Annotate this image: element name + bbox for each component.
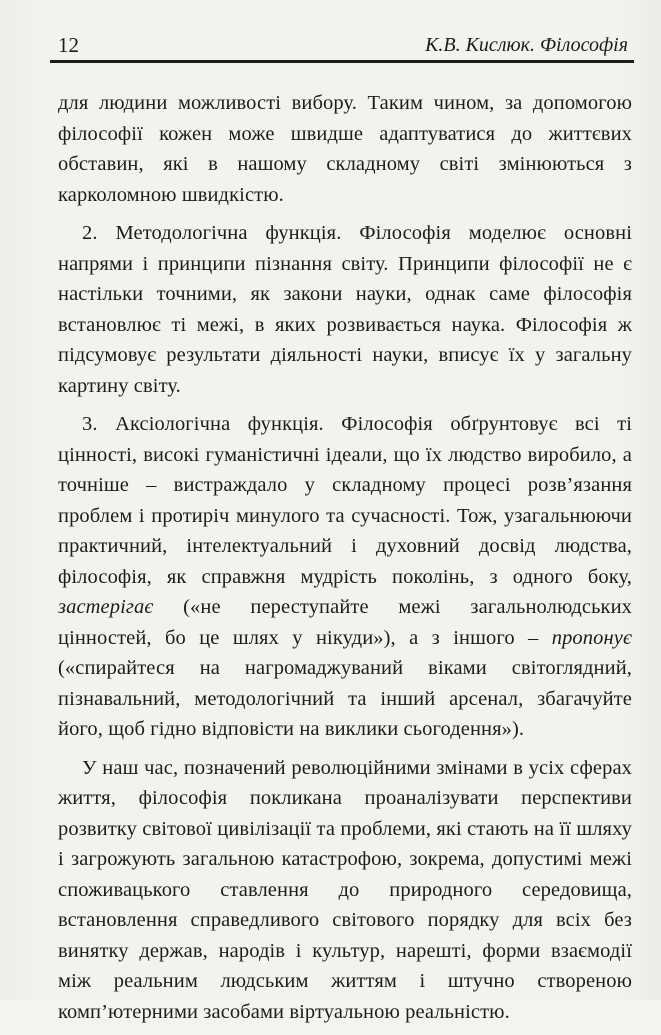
- paragraph-text: («спирайтеся на нагромаджуваний віками світоглядний, пізнавальний, методологічний та інший арсенал, збагачуйте його, щоб гідно відповісти на виклики сьогодення»).: [58, 657, 632, 740]
- page-header: [50, 28, 634, 62]
- page-number: 12: [58, 33, 79, 57]
- paragraph-text: («не переступайте межі загальнолюдських цінностей, бо це шлях у нікуди»), а з іншого –: [58, 596, 632, 649]
- header-rule: [50, 60, 634, 63]
- body-text: [58, 88, 632, 1035]
- paragraph-modern-era: У наш час, позначений революційними змінами в усіх сферах життя, філософія покликана проаналізувати перспективи розвитку світової цивілізації та проблеми, які стають на її шляху і загрожують загальною катастрофою, зокрема, допустимі межі споживацького ставлення до природного середовища, встановлення справедливого світового порядку для всіх без винятку держав, народів і культур, нарешті, форми взаємодії між реальним людським життям і штучно створеною комп’ютерними засобами віртуальною реальністю.: [58, 756, 632, 1023]
- paragraph-axiological-function: [58, 409, 632, 745]
- paragraph-text: 3. Аксіологічна функція. Філософія обґрунтовує всі ті цінності, високі гуманістичні ідеали, що їх людство виробило, а точніше – вистраждало у складному процесі розв’язання проблем і протиріч минулого та сучасності. Тож, узагальнюючи практичний, інтелектуальний і духовний досвід людства, філософія, як справжня мудрість поколінь, з одного боку,: [58, 413, 632, 588]
- running-head: К.В. Кислюк. Філософія: [425, 34, 628, 56]
- emphasis-proposes: пропонує: [551, 626, 632, 649]
- emphasis-warns: застерігає: [58, 596, 154, 618]
- paragraph-methodological-function: 2. Методологічна функція. Філософія моделює основні напрями і принципи пізнання світу. Принципи філософії не є настільки точними, як закони науки, однак саме філософія встановлює ті межі, в яких розвивається наука. Філософія ж підсумовує результати діяльності науки, вписує їх у загальну картину світу.: [58, 222, 632, 397]
- paragraph-continuation: для людини можливості вибору. Таким чином, за допомогою філософії кожен може швидше адаптуватися до життєвих обставин, які в нашому складному світі змінюються з карколомною швидкістю.: [58, 92, 632, 206]
